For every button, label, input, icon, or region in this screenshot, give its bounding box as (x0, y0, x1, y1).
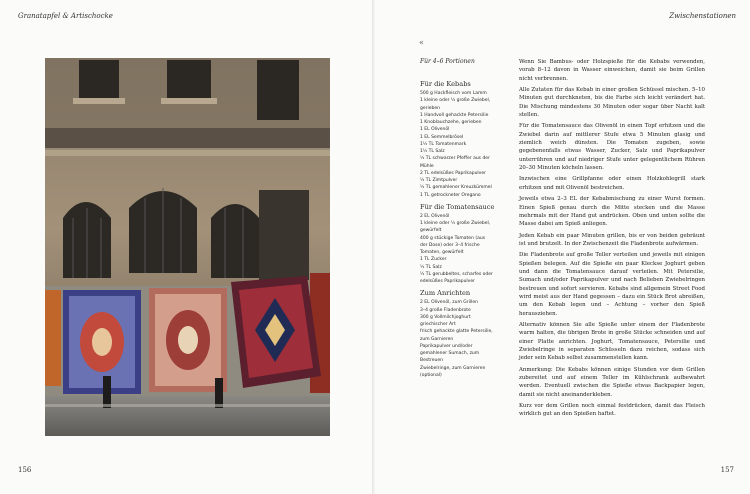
ingredient-item: ½ TL gerubbeltes, scharfes oder (420, 271, 493, 277)
ingredients-column (420, 58, 510, 379)
ingredient-item: 2 TL edelsüßes Paprikapulver (420, 170, 486, 176)
ingredient-item: (optional) (420, 372, 442, 378)
ingredient-item: ½ TL Salz (420, 264, 442, 270)
ingredient-item: frisch gehackte glatte Petersilie, (420, 329, 493, 335)
ingredient-item: 1½ TL Salz (420, 149, 445, 154)
ingredient-item: 400 g stückige Tomaten (aus (420, 235, 486, 241)
ingredient-item: 1 EL Semmelbrösel (420, 134, 464, 140)
ingredient-item: gerieben (420, 105, 440, 111)
method-text (519, 58, 705, 422)
ingredient-item: 500 g Hackfleisch vom Lamm (420, 91, 487, 96)
ingredient-item: 1½ TL Tomatenmark (420, 141, 467, 147)
ingredient-item: 300 g Vollmilchjoghurt (420, 314, 471, 320)
ingredient-group-heading: Zum Anrichten (420, 289, 471, 298)
ingredient-group-heading: Für die Tomatensauce (420, 202, 495, 211)
ingredient-item: zum Garnieren (420, 336, 454, 342)
ingredient-list (420, 299, 510, 379)
ingredient-item: der Dose) oder 3–4 frische (420, 242, 480, 248)
method-paragraph: Die Fladenbrote auf große Teller verteilen und jeweils mit einigen Spießen belegen. Auf die Spieße ein paar Kleckse Joghurt geben und dann die Tomatensauce darauf verteilen. Mit Petersilie, Sumach und/oder Paprikapulver und nach Belieben Zwiebelringen bestreuen und sofort servieren. Kebabs sind allgemein Street Food wird meist aus der Hand gegessen – dazu ein Stück Brot abreißen, um den Kebab legen und – Achtung – vorher den Spieß herausziehen. (519, 252, 705, 317)
istanbul-carpet-shop-photo (45, 58, 330, 436)
ingredient-item: 2 EL Olivenöl, zum Grillen (420, 300, 479, 306)
method-paragraph: Anmerkung: Die Kebabs können einige Stunden vor dem Grillen zubereitet und auf einem Teller im Kühlschrank aufbewahrt werden. Eventuell zwischen die Spieße etwas Backpapier legen, damit sie nicht aneinanderkleben. (519, 366, 705, 398)
method-paragraph: Inzwischen eine Grillpfanne oder einen Holzkohlegrill stark erhitzen und mit Olivenöl bestreichen. (519, 176, 705, 191)
ingredient-item: 1 TL Zucker (420, 257, 447, 263)
ingredient-item: 2 EL Olivenöl (420, 213, 450, 219)
ingredient-item: 3–4 große Fladenbrote (420, 307, 471, 313)
ingredient-item: 1 kleine oder ½ große Zwiebel, (420, 221, 491, 226)
ingredient-item: Zwiebelringe, zum Garnieren (420, 365, 486, 371)
method-paragraph: Für die Tomatensauce das Olivenöl in einen Topf erhitzen und die Zwiebel darin auf mittlerer Stufe etwa 5 Minuten glasig und ziemlich weich dünsten. Die Tomaten zugeben, sowie gegebenenfalls etwas Wasser, Zucker, Salz und Paprikapulver unterrühren und auf niedriger Stufe unter gelegentlichem Rühren 20–30 Minuten köcheln lassen. (519, 123, 705, 172)
right-running-head: Zwischenstationen (669, 12, 736, 20)
left-running-head: Granatapfel & Artischocke (18, 12, 113, 20)
ingredient-item: gewürfelt (420, 228, 442, 234)
ingredient-item: 1 kleine oder ½ große Zwiebel, (420, 98, 491, 104)
ingredient-item: griechischer Art (420, 322, 456, 327)
photo-illustration (45, 58, 330, 436)
method-paragraph: Jeweils etwa 2–3 EL der Kebabmischung zu einer Wurst formen. Einen Spieß genau durch die Mitte stecken und die Masse mehrmals mit der Hand gut andrücken. Oben und unten sollte die Masse dabei am Spieß anliegen. (519, 196, 705, 228)
ingredient-item: 1 Knoblauchzehe, gerieben (420, 120, 482, 125)
right-page-number: 157 (720, 466, 734, 474)
portions-label: Für 4–6 Portionen (420, 58, 475, 65)
method-paragraph: Kurz vor dem Grillen noch einmal festdrücken, damit das Fleisch wirklich gut an den Spießen haftet. (519, 403, 705, 418)
method-paragraph: Jeden Kebab ein paar Minuten grillen, bis er von beiden gebräunt ist und brutzelt. In der Zwischenzeit die Fladenbrote aufwärmen. (519, 232, 705, 247)
ingredient-item: 1 TL getrockneter Oregano (420, 192, 481, 198)
ingredient-groups (420, 80, 510, 379)
ingredient-item: Tomaten, gewürfelt (420, 250, 464, 255)
ingredient-item: gemahlener Sumach, zum (420, 351, 480, 356)
method-paragraph: Alle Zutaten für das Kebab in einer großen Schüssel mischen. 5–10 Minuten gut durchkneten, bis die Farbe sich leicht verändert hat. Die Mischung mindestens 30 Minuten oder sogar über Nacht kalt stellen. (519, 87, 705, 119)
ingredient-item: Paprikapulver und/oder (420, 343, 473, 349)
ingredient-group-heading: Für die Kebabs (420, 80, 471, 88)
ingredient-item: Bestreuen (420, 358, 443, 364)
ingredient-list (420, 90, 510, 199)
ingredient-item: Mühle (420, 163, 434, 169)
ingredient-item: 1 Handvoll gehackte Petersilie (420, 112, 489, 118)
ingredient-item: ½ TL Zimtpulver (420, 178, 458, 183)
ingredient-item: ½ TL schwarzer Pfeffer aus der (420, 156, 490, 162)
section-mark: « (419, 38, 424, 47)
method-paragraph: Alternativ können Sie alle Spieße unter einem der Fladenbrote warm halten, die übrigen Brote in große Stücke schneiden und auf einer Platte anrichten. Joghurt, Tomatensauce, Petersilie und Zwiebelringe in separaten Schüsseln dazu reichen, sodass sich jeder sein Kebab selbst zusammenstellen kann. (519, 321, 705, 362)
ingredient-item: edelsüßes Paprikapulver (420, 279, 475, 284)
ingredient-item: 1 EL Olivenöl (420, 127, 450, 133)
method-paragraph: Wenn Sie Bambus- oder Holzspieße für die Kebabs verwenden, vorab 8–12 davon in Wasser einweichen, damit sie beim Grillen nicht verbrennen. (519, 59, 705, 82)
ingredient-item: ½ TL gemahlener Kreuzkümmel (420, 185, 492, 191)
ingredient-list (420, 213, 510, 286)
left-page-number: 156 (18, 466, 32, 474)
